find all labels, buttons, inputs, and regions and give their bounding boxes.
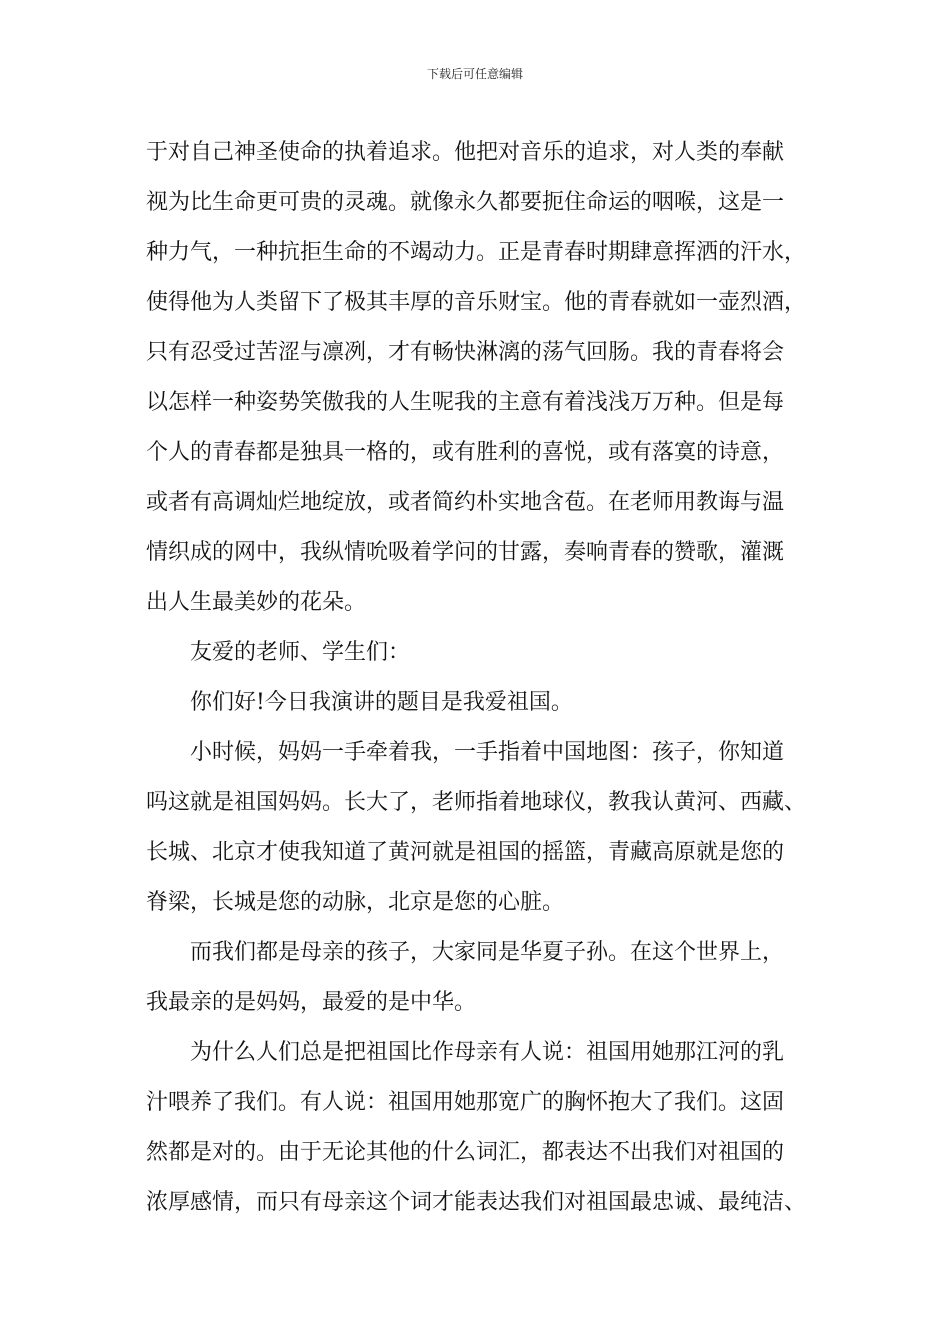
body-text	[146, 128, 806, 1228]
text-line: 为什么人们总是把祖国比作母亲有人说：祖国用她那江河的乳	[190, 1040, 785, 1065]
text-line: 脊梁，长城是您的动脉，北京是您的心脏。	[146, 890, 565, 915]
text-line: 视为比生命更可贵的灵魂。就像永久都要扼住命运的咽喉，这是一	[146, 190, 785, 215]
text-line: 种力气，一种抗拒生命的不竭动力。正是青春时期肆意挥洒的汗水，	[146, 240, 807, 265]
text-line: 小时候，妈妈一手牵着我，一手指着中国地图：孩子，你知道	[190, 740, 785, 765]
text-line: 浓厚感情，而只有母亲这个词才能表达我们对祖国最忠诚、最纯洁、	[146, 1190, 807, 1215]
text-line: 于对自己神圣使命的执着追求。他把对音乐的追求，对人类的奉献	[146, 140, 785, 165]
text-line: 吗这就是祖国妈妈。长大了，老师指着地球仪，教我认黄河、西藏、	[146, 790, 807, 815]
text-line: 长城、北京才使我知道了黄河就是祖国的摇篮，青藏高原就是您的	[146, 840, 785, 865]
page-header: 下载后可任意编辑	[426, 67, 523, 81]
text-line: 情织成的网中，我纵情吮吸着学问的甘露，奏响青春的赞歌，灌溉	[146, 540, 785, 565]
text-line: 而我们都是母亲的孩子，大家同是华夏子孙。在这个世界上，	[190, 940, 785, 965]
text-line: 友爱的老师、学生们：	[190, 640, 411, 665]
text-line: 然都是对的。由于无论其他的什么词汇，都表达不出我们对祖国的	[146, 1140, 785, 1165]
text-line: 出人生最美妙的花朵。	[146, 590, 367, 615]
text-line: 汁喂养了我们。有人说：祖国用她那宽广的胸怀抱大了我们。这固	[146, 1090, 785, 1115]
text-line: 或者有高调灿烂地绽放，或者简约朴实地含苞。在老师用教诲与温	[146, 490, 785, 515]
text-line: 个人的青春都是独具一格的，或有胜利的喜悦，或有落寞的诗意，	[146, 440, 785, 465]
text-line: 使得他为人类留下了极其丰厚的音乐财宝。他的青春就如一壶烈酒，	[146, 290, 807, 315]
text-line: 只有忍受过苦涩与凛冽，才有畅快淋漓的荡气回肠。我的青春将会	[146, 340, 785, 365]
text-line: 我最亲的是妈妈，最爱的是中华。	[146, 990, 477, 1015]
text-line: 以怎样一种姿势笑傲我的人生呢我的主意有着浅浅万万种。但是每	[146, 390, 785, 415]
text-line: 你们好!今日我演讲的题目是我爱祖国。	[190, 690, 573, 715]
